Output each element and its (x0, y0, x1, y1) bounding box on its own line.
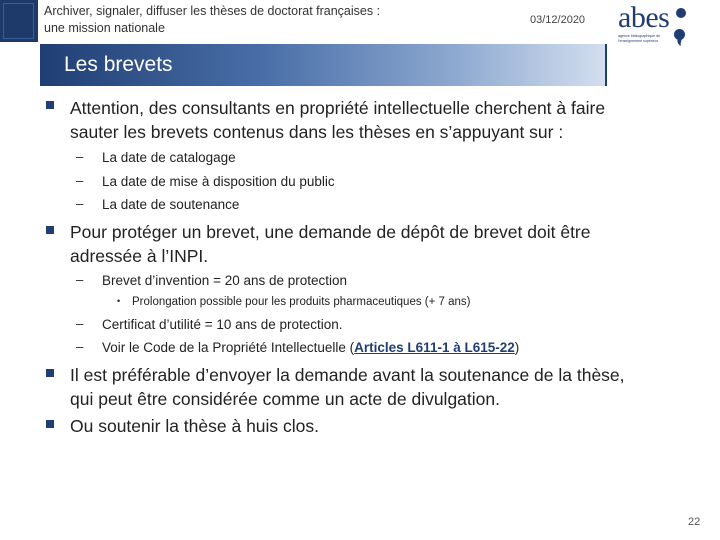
bullet-1-line1: Attention, des consultants en propriété intellectuelle cherchent à faire (70, 98, 606, 118)
bullet-2-sub-3 (102, 339, 519, 357)
abes-logo (608, 2, 698, 48)
bullet-2-sub-2: Certificat d’utilité = 10 ans de protection. (102, 317, 343, 332)
corner-block (0, 0, 38, 42)
bullet-2 (70, 220, 670, 268)
bullet-3 (70, 363, 670, 411)
page-number: 22 (688, 516, 701, 528)
bullet-4: Ou soutenir la thèse à huis clos. (70, 416, 320, 436)
articles-link[interactable]: Articles L611-1 à L615-22 (354, 340, 515, 355)
dash-icon: – (76, 149, 84, 164)
bullet-1-sub-3: La date de soutenance (102, 197, 240, 212)
bullet-2-sub-1-sub-1: Prolongation possible pour les produits pharmaceutiques (+ 7 ans) (132, 296, 471, 308)
corner-block-inner (3, 3, 34, 39)
bullet-square-icon (46, 101, 54, 109)
logo-comma-tail (676, 36, 688, 48)
bullet-3-line1: Il est préférable d’envoyer la demande avant la soutenance de la thèse, (70, 365, 625, 385)
code-reference-prefix: Voir le Code de la Propriété Intellectuelle ( (102, 340, 355, 355)
slide-title: Les brevets (64, 53, 173, 76)
bullet-1-line2: sauter les brevets contenus dans les thèses en s’appuyant sur : (70, 122, 564, 142)
header-title-line1: Archiver, signaler, diffuser les thèses de doctorat françaises : (44, 4, 381, 18)
bullet-square-icon (46, 226, 54, 234)
logo-wordmark: abes (618, 1, 670, 34)
header-date: 03/12/2020 (530, 14, 586, 26)
bullet-2-sub-1: Brevet d’invention = 20 ans de protection (102, 273, 348, 288)
header-title (44, 3, 404, 37)
title-band-edge (605, 44, 607, 86)
bullet-2-line1: Pour protéger un brevet, une demande de dépôt de brevet doit être (70, 222, 591, 242)
dash-icon: – (76, 316, 84, 331)
bullet-3-line2: qui peut être considérée comme un acte de divulgation. (70, 389, 500, 409)
header-title-line2: une mission nationale (44, 21, 165, 35)
dash-icon: – (76, 272, 84, 287)
bullet-1-sub-1: La date de catalogage (102, 150, 236, 165)
logo-tagline: agence bibliographique de l'enseignement supérieur (618, 34, 661, 43)
dash-icon: – (76, 339, 84, 354)
code-reference-suffix: ) (514, 340, 520, 355)
bullet-1 (70, 96, 670, 144)
dot-icon: • (117, 296, 121, 306)
bullet-2-line2: adressée à l’INPI. (70, 246, 209, 266)
bullet-1-sub-2: La date de mise à disposition du public (102, 174, 335, 189)
logo-dot-top (676, 8, 686, 18)
dash-icon: – (76, 196, 84, 211)
dash-icon: – (76, 173, 84, 188)
bullet-square-icon (46, 369, 54, 377)
bullet-square-icon (46, 420, 54, 428)
